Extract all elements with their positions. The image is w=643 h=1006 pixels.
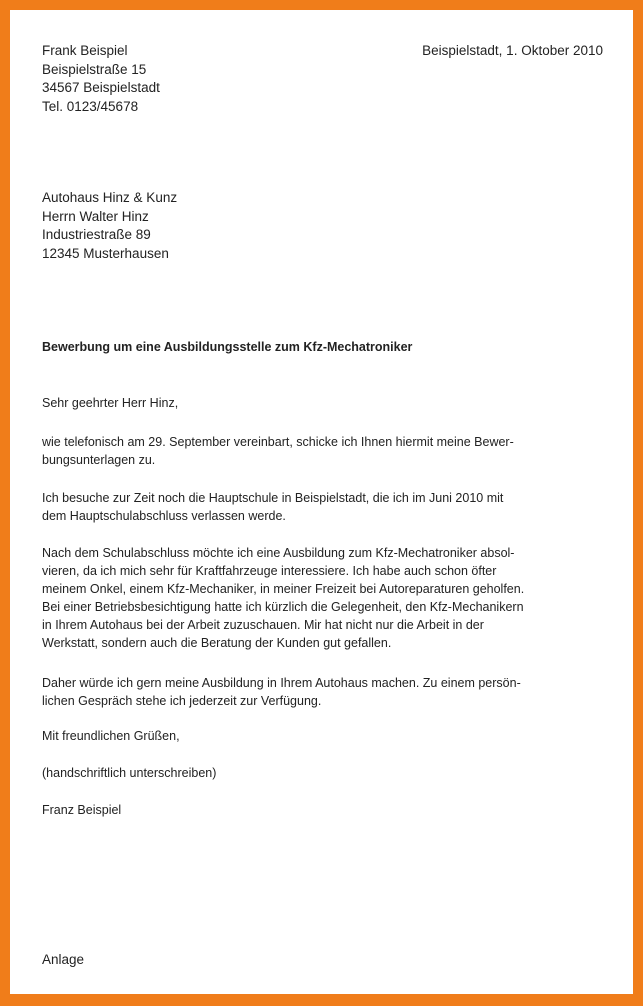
salutation: Sehr geehrter Herr Hinz, — [42, 396, 179, 410]
paragraph-line: vieren, da ich mich sehr für Kraftfahrzeuge interessiere. Ich habe auch schon öfter — [42, 564, 497, 578]
recipient-city: 12345 Musterhausen — [42, 245, 169, 261]
paragraph-line: Nach dem Schulabschluss möchte ich eine Ausbildung zum Kfz-Mechatroniker absol- — [42, 546, 515, 560]
recipient-company: Autohaus Hinz & Kunz — [42, 190, 178, 205]
paragraph-1 — [42, 433, 514, 469]
closing: Mit freundlichen Grüßen, — [42, 729, 180, 743]
enclosure-note: Anlage — [42, 952, 85, 967]
paragraph-2 — [42, 489, 503, 525]
paragraph-line: Bei einer Betriebsbesichtigung hatte ich kürzlich die Gelegenheit, den Kfz-Mechanikern — [42, 600, 524, 614]
paragraph-line: wie telefonisch am 29. September vereinbart, schicke ich Ihnen hiermit meine Bewer- — [42, 435, 514, 449]
paragraph-line: lichen Gespräch stehe ich jederzeit zur Verfügung. — [42, 694, 322, 708]
paragraph-line: dem Hauptschulabschluss verlassen werde. — [42, 509, 286, 523]
paragraph-line: Werkstatt, sondern auch die Beratung der Kunden gut gefallen. — [42, 636, 392, 650]
sender-address — [42, 42, 160, 116]
sender-street: Beispielstraße 15 — [42, 61, 147, 77]
paragraph-line: in Ihrem Autohaus bei der Arbeit zuzuschauen. Mir hat nicht nur die Arbeit in der — [42, 618, 484, 632]
signature-note: (handschriftlich unterschreiben) — [42, 766, 217, 780]
sender-name: Frank Beispiel — [42, 43, 128, 58]
paragraph-3 — [42, 544, 524, 652]
recipient-contact: Herrn Walter Hinz — [42, 208, 149, 224]
letter-page — [32, 32, 611, 972]
subject-line: Bewerbung um eine Ausbildungsstelle zum Kfz-Mechatroniker — [42, 340, 413, 354]
signer-name: Franz Beispiel — [42, 803, 122, 817]
paragraph-line: meinem Onkel, einem Kfz-Mechaniker, in meiner Freizeit bei Autoreparaturen geholfen. — [42, 582, 525, 596]
recipient-address — [42, 189, 177, 263]
recipient-street: Industriestraße 89 — [42, 227, 151, 242]
sender-phone: Tel. 0123/45678 — [42, 98, 139, 114]
paragraph-line: Ich besuche zur Zeit noch die Hauptschule in Beispielstadt, die ich im Juni 2010 mit — [42, 491, 504, 505]
paragraph-line: bungsunterlagen zu. — [42, 453, 156, 467]
paragraph-4 — [42, 674, 521, 710]
letter-date: Beispielstadt, 1. Oktober 2010 — [422, 43, 603, 58]
paragraph-line: Daher würde ich gern meine Ausbildung in Ihrem Autohaus machen. Zu einem persön- — [42, 676, 521, 690]
sender-city: 34567 Beispielstadt — [42, 80, 160, 95]
